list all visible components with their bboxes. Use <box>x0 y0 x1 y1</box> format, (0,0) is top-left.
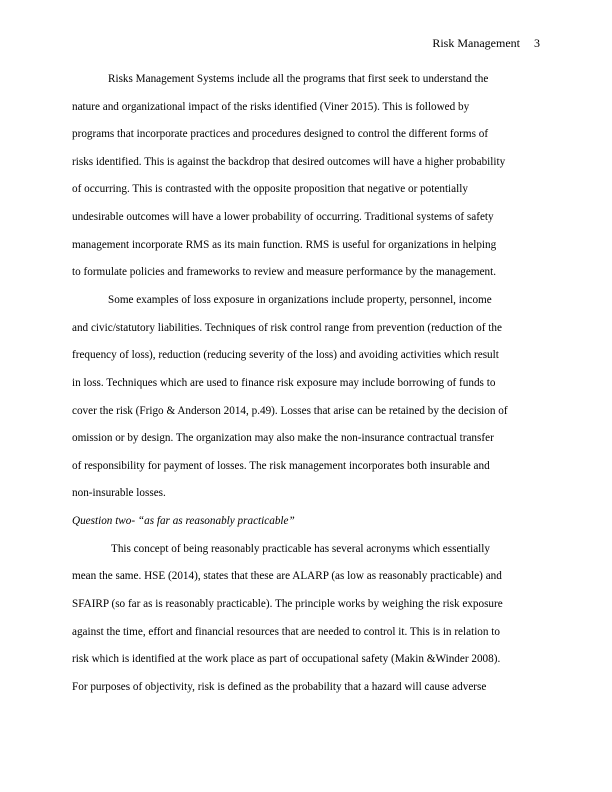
paragraph-line: risk which is identified at the work place as part of occupational safety (Makin &Winder 2008). <box>72 653 501 665</box>
paragraph-line: non-insurable losses. <box>72 487 166 499</box>
paragraph-line: nature and organizational impact of the risks identified (Viner 2015). This is followed by <box>72 101 470 113</box>
paragraph-line: and civic/statutory liabilities. Techniques of risk control range from prevention (reduction of the <box>72 322 502 334</box>
page-number: 3 <box>534 36 540 50</box>
paragraph-line: management incorporate RMS as its main function. RMS is useful for organizations in helping <box>72 239 497 251</box>
paragraph-line: programs that incorporate practices and procedures designed to control the different forms of <box>72 128 489 140</box>
paragraph-line: against the time, effort and financial resources that are needed to control it. This is in relation to <box>72 626 500 638</box>
paragraph-line: to formulate policies and frameworks to review and measure performance by the management. <box>72 266 497 278</box>
running-header <box>432 36 540 50</box>
paragraph-line: This concept of being reasonably practicable has several acronyms which essentially <box>111 543 490 555</box>
paragraph-line: frequency of loss), reduction (reducing severity of the loss) and avoiding activities which result <box>72 349 499 361</box>
paragraph-line: For purposes of objectivity, risk is defined as the probability that a hazard will cause adverse <box>72 681 487 693</box>
paragraph-line: cover the risk (Frigo & Anderson 2014, p.49). Losses that arise can be retained by the decision of <box>72 405 508 417</box>
paragraph-line: Risks Management Systems include all the programs that first seek to understand the <box>108 73 489 85</box>
paragraph-line: SFAIRP (so far as is reasonably practicable). The principle works by weighing the risk exposure <box>72 598 503 610</box>
running-title: Risk Management <box>432 36 520 50</box>
paragraph-line: risks identified. This is against the backdrop that desired outcomes will have a higher probability <box>72 156 506 168</box>
paragraph-line: omission or by design. The organization may also make the non-insurance contractual transfer <box>72 432 494 444</box>
paragraph-line: of occurring. This is contrasted with the opposite proposition that negative or potentially <box>72 183 468 195</box>
paragraph-line: undesirable outcomes will have a lower probability of occurring. Traditional systems of safety <box>72 211 494 223</box>
paragraph-line: Some examples of loss exposure in organizations include property, personnel, income <box>108 294 492 306</box>
paragraph-line: in loss. Techniques which are used to finance risk exposure may include borrowing of funds to <box>72 377 496 389</box>
section-heading: Question two- “as far as reasonably practicable” <box>72 515 295 527</box>
paragraph-line: of responsibility for payment of losses. The risk management incorporates both insurable and <box>72 460 490 472</box>
paragraph-line: mean the same. HSE (2014), states that these are ALARP (as low as reasonably practicable) and <box>72 570 502 582</box>
